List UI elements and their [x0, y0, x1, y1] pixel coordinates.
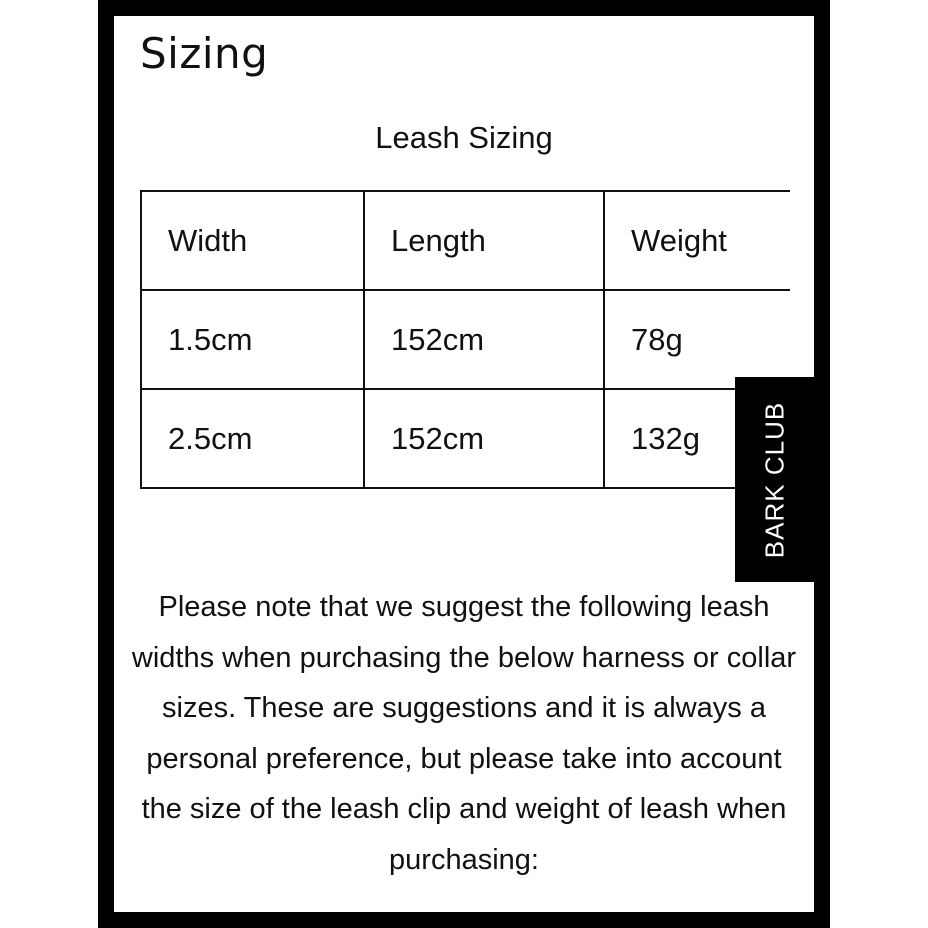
- table-header-row: [141, 191, 790, 290]
- header-length: Length: [364, 191, 604, 290]
- cell-weight: 132g: [604, 389, 790, 488]
- table-row: [141, 290, 790, 389]
- table-title: Leash Sizing: [375, 120, 553, 155]
- cell-width: 2.5cm: [141, 389, 364, 488]
- header-width: Width: [141, 191, 364, 290]
- header-weight: Weight: [604, 191, 790, 290]
- cell-length: 152cm: [364, 389, 604, 488]
- cell-weight: 78g: [604, 290, 790, 389]
- table-row: [141, 389, 790, 488]
- brand-side-tab-label: BARK CLUB: [759, 401, 789, 558]
- cell-length: 152cm: [364, 290, 604, 389]
- cell-width: 1.5cm: [141, 290, 364, 389]
- note-paragraph: Please note that we suggest the following leash widths when purchasing the below harness or collar sizes. These are suggestions and it is always a personal preference, but please take into account the size of the leash clip and weight of leash when purchasing:: [131, 591, 797, 876]
- sizing-table: [140, 190, 790, 489]
- brand-side-tab: [735, 377, 814, 582]
- page-title: Sizing: [140, 29, 269, 78]
